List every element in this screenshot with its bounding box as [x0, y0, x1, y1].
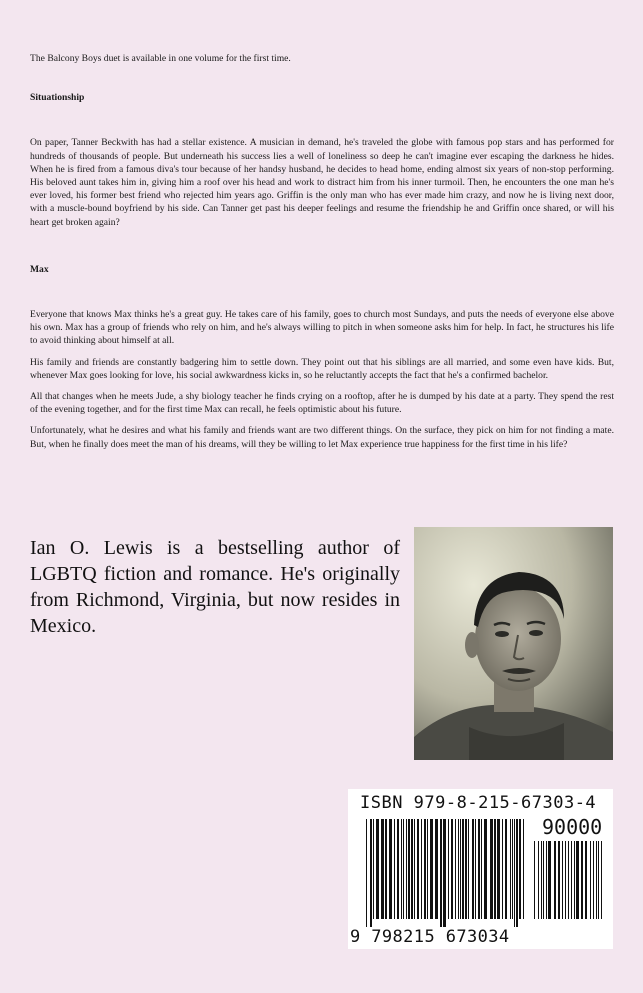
barcode-bar [462, 819, 464, 919]
barcode-bars [366, 819, 526, 927]
max-paragraph-1: Everyone that knows Max thinks he's a great guy. He takes care of his family, goes to church most Sundays, and puts the needs of everyone else above his own. Max has a group of friends who rely on him, and he's always willing to pitch in when someone asks him for help. In fact, he structures his life to avoid thinking about himself at all. [30, 309, 614, 347]
max-paragraph-2: His family and friends are constantly badgering him to settle down. They point out that his siblings are all married, and some even have kids. But, whenever Max goes looking for love, his social awkwardness kicks in, so he reluctantly accepts the fact that he's a confirmed bachelor. [30, 356, 614, 381]
barcode-bar [601, 841, 602, 919]
barcode-bar [403, 819, 404, 919]
barcode-bar [435, 819, 438, 919]
barcode-bar [424, 819, 426, 919]
barcode-digits: 9 798215 673034 [350, 927, 510, 947]
barcode-bar [534, 841, 535, 919]
barcode-bar [568, 841, 569, 919]
barcode-bar [385, 819, 387, 919]
barcode-bar [519, 819, 521, 919]
situationship-paragraph: On paper, Tanner Beckwith has had a stellar existence. A musician in demand, he's traveled the globe with famous pop stars and has performed for hundreds of thousands of people. But underneath his success lies a well of loneliness so deep he can't imagine ever escaping the darkness he hides. When he is fired from a famous diva's tour because of her handsy husband, he decides to head home, ending almost six years of non-stop performing. His beloved aunt takes him in, giving him a roof over his head and work to distract him from his inner turmoil. Then, he encounters the one man he's ever loved, his former best friend who rejected him years ago. Griffin is the only man who has ever made him crazy, and now he is living next door, with a muscle-bound boyfriend by his side. Can Tanner get past his deeper feelings and resume the friendship he and Griffin once shared, or will his heart get broken again? [30, 137, 614, 228]
barcode-bar [505, 819, 507, 919]
barcode-bar [538, 841, 539, 919]
section-title-situationship: Situationship [30, 92, 85, 104]
barcode-bar [417, 819, 419, 919]
barcode-bar [546, 841, 547, 919]
barcode-bar [408, 819, 410, 919]
barcode-bar [458, 819, 459, 919]
barcode-bar [427, 819, 428, 919]
barcode-bar [548, 841, 551, 919]
barcode-bar [596, 841, 597, 919]
isbn-label: ISBN 979-8-215-67303-4 [360, 793, 597, 813]
barcode-bar [497, 819, 500, 919]
barcode-bar [512, 819, 513, 919]
barcode-bar [460, 819, 461, 919]
barcode-bar [376, 819, 379, 919]
author-bio: Ian O. Lewis is a bestselling author of LGBTQ fiction and romance. He's originally from Richmond, Virginia, but now resides in Mexico. [30, 537, 400, 637]
barcode-bar [576, 841, 579, 919]
barcode-bar [510, 819, 511, 919]
barcode-bar [554, 841, 556, 919]
barcode-bar [590, 841, 591, 919]
isbn-barcode [348, 789, 613, 949]
addon-barcode-bars [534, 841, 604, 927]
barcode-bar [574, 841, 575, 919]
intro-line: The Balcony Boys duet is available in one volume for the first time. [30, 53, 291, 64]
barcode-bar [366, 819, 367, 927]
barcode-bar [394, 819, 395, 919]
barcode-bar [451, 819, 453, 919]
barcode-bar [430, 819, 433, 919]
barcode-bar [443, 819, 446, 927]
barcode-bar [565, 841, 566, 919]
barcode-bar [389, 819, 392, 919]
barcode-bar [406, 819, 407, 919]
barcode-bar [381, 819, 384, 919]
barcode-bar [478, 819, 480, 919]
barcode-bar [558, 841, 560, 919]
barcode-bar [414, 819, 415, 919]
barcode-bar [562, 841, 563, 919]
barcode-bar [494, 819, 496, 919]
price-addon-label: 90000 [542, 815, 603, 839]
barcode-bar [541, 841, 542, 919]
barcode-bar [543, 841, 544, 919]
barcode-bar [373, 819, 374, 919]
barcode-bar [593, 841, 594, 919]
barcode-bar [514, 819, 515, 927]
barcode-bar [370, 819, 372, 927]
barcode-bar [598, 841, 599, 919]
barcode-bar [455, 819, 456, 919]
barcode-bar [397, 819, 399, 919]
barcode-bar [465, 819, 467, 919]
barcode-bar [411, 819, 413, 919]
barcode-bar [571, 841, 572, 919]
barcode-bar [440, 819, 442, 927]
barcode-bar [484, 819, 487, 919]
barcode-bar [585, 841, 587, 919]
barcode-bar [490, 819, 493, 919]
barcode-bar [523, 819, 524, 919]
barcode-bar [421, 819, 422, 919]
back-cover-blurb [30, 52, 614, 459]
barcode-bar [581, 841, 583, 919]
section-title-max: Max [30, 263, 49, 275]
barcode-bar [481, 819, 482, 919]
barcode-bar [448, 819, 449, 919]
max-paragraph-4: Unfortunately, what he desires and what his family and friends want are two different things. On the surface, they pick on him for not finding a mate. But, when he finally does meet the man of his dreams, will they be willing to let Max experience true happiness for the first time in his life? [30, 425, 614, 450]
author-photo [414, 527, 613, 760]
barcode-bar [401, 819, 402, 919]
barcode-bar [472, 819, 474, 919]
max-paragraph-3: All that changes when he meets Jude, a shy biology teacher he finds crying on a rooftop, after he is dumped by his date at a party. They spend the rest of the evening together, and for the first time Max can recall, he feels optimistic about his future. [30, 391, 614, 416]
barcode-bar [475, 819, 476, 919]
barcode-bar [502, 819, 503, 919]
barcode-bar [468, 819, 469, 919]
barcode-bar [516, 819, 518, 927]
